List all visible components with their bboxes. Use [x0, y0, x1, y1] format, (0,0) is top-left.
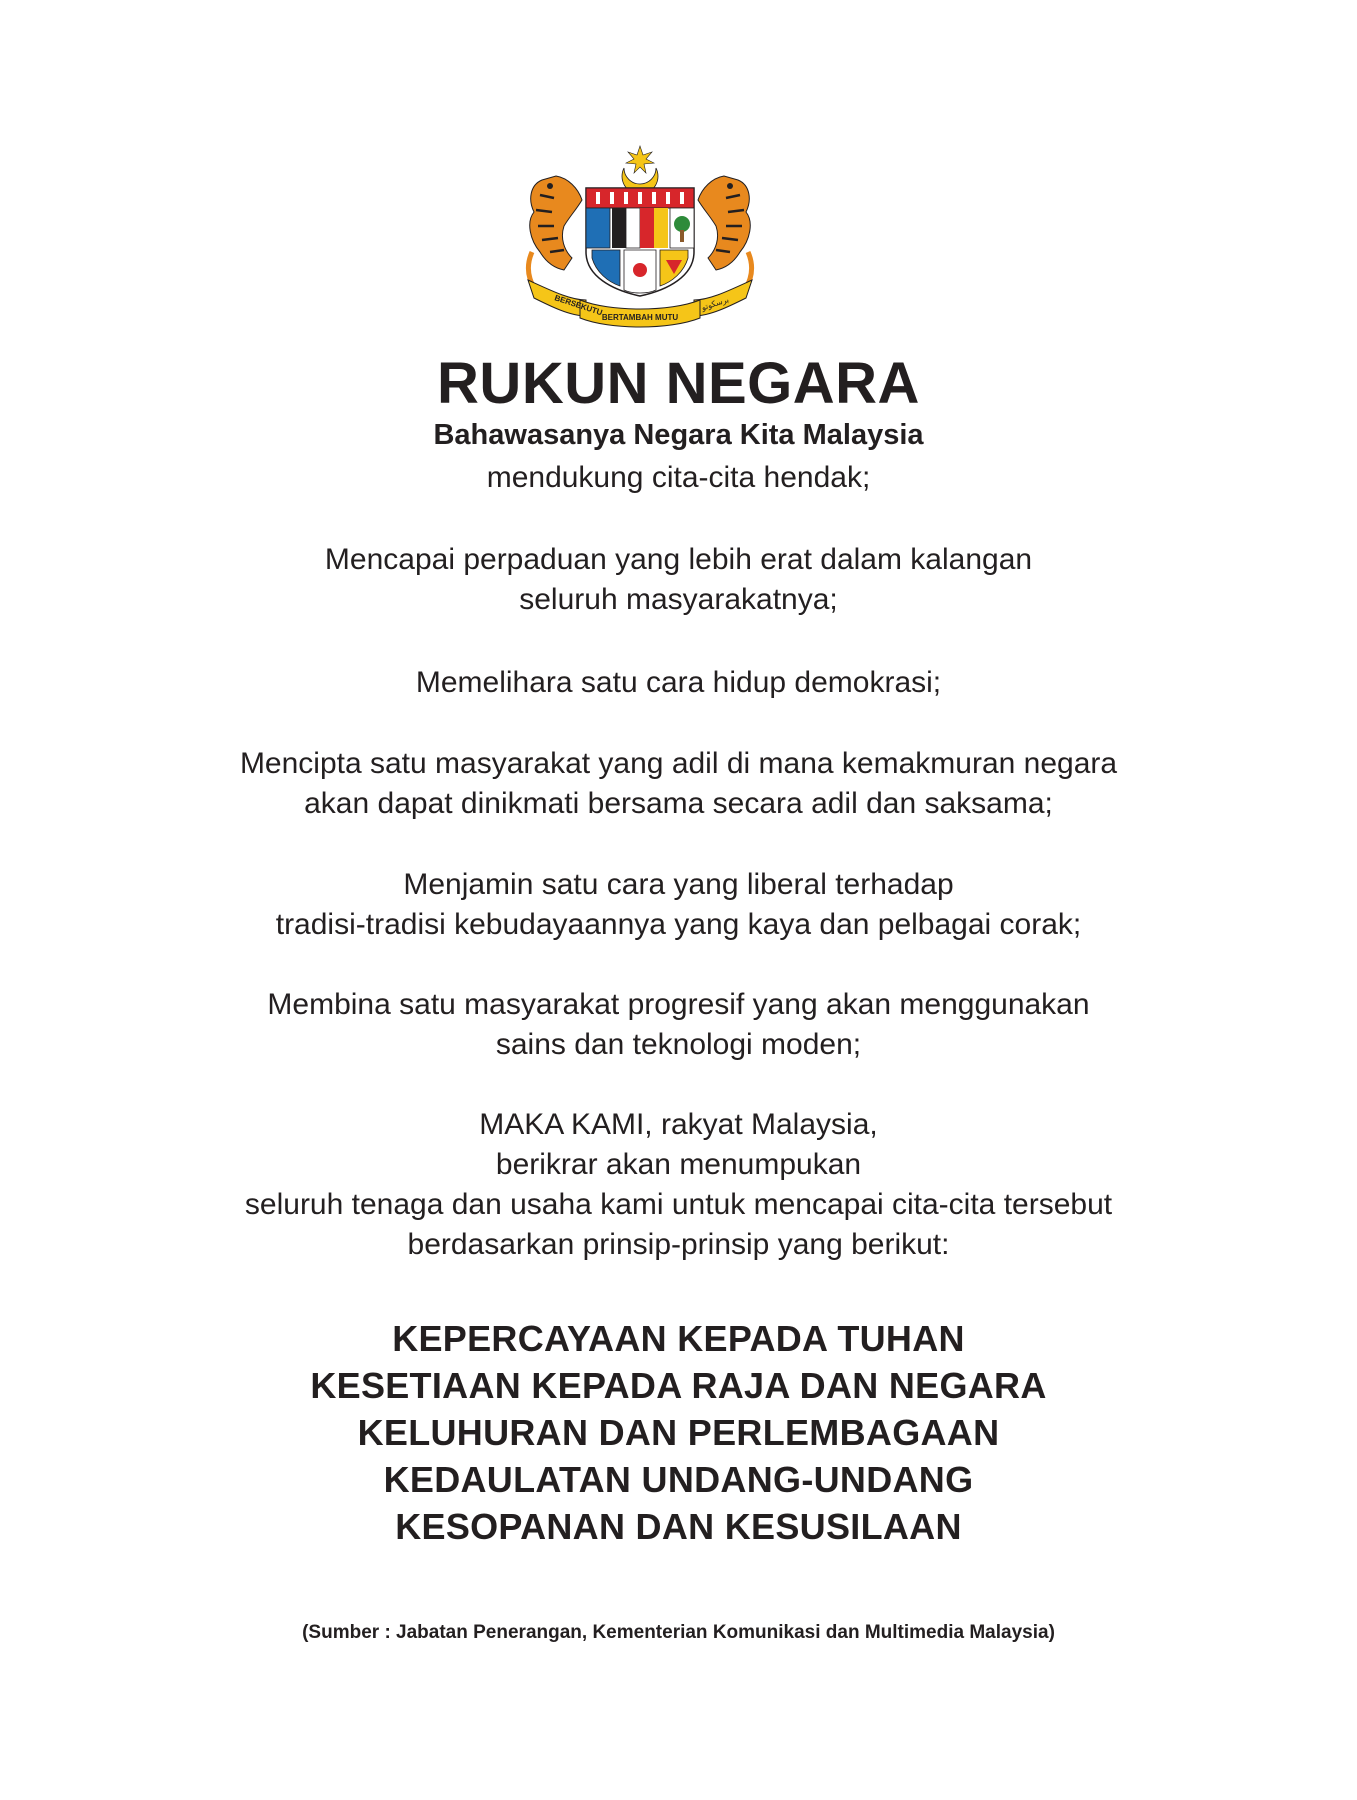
motto-right-text: برسکوتو — [700, 294, 731, 313]
left-tiger-icon — [528, 176, 582, 298]
shield-icon — [586, 188, 694, 296]
paragraph-2 — [0, 663, 1357, 703]
paragraph-line: MAKA KAMI, rakyat Malaysia, — [479, 1108, 878, 1141]
paragraph-1 — [0, 540, 1357, 620]
principle-item: KELUHURAN DAN PERLEMBAGAAN — [357, 1412, 1000, 1453]
paragraph-line: berdasarkan prinsip-prinsip yang berikut: — [407, 1228, 950, 1261]
coat-of-arms-icon — [520, 140, 760, 330]
paragraph-line: berikrar akan menumpukan — [495, 1148, 862, 1181]
principle-item: KEDAULATAN UNDANG-UNDANG — [383, 1459, 974, 1500]
motto-bottom-text: BERTAMBAH MUTU — [601, 313, 679, 322]
principle-item: KESETIAAN KEPADA RAJA DAN NEGARA — [310, 1365, 1047, 1406]
paragraph-4 — [0, 865, 1357, 945]
principle-item: KEPERCAYAAN KEPADA TUHAN — [392, 1318, 965, 1359]
paragraph-line: akan dapat dinikmati bersama secara adil dan saksama; — [304, 787, 1053, 820]
source-note: (Sumber : Jabatan Penerangan, Kementerian Komunikasi dan Multimedia Malaysia) — [302, 1622, 1055, 1643]
paragraph-line: tradisi-tradisi kebudayaannya yang kaya dan pelbagai corak; — [275, 908, 1082, 941]
paragraph-line: Mencipta satu masyarakat yang adil di mana kemakmuran negara — [239, 747, 1118, 780]
subtitle: Bahawasanya Negara Kita Malaysia — [433, 419, 924, 451]
motto-left-text: BERSEKUTU — [553, 293, 604, 318]
principles-list — [0, 1315, 1357, 1550]
paragraph-line: Memelihara satu cara hidup demokrasi; — [415, 666, 942, 699]
principle-item: KESOPANAN DAN KESUSILAAN — [395, 1506, 962, 1547]
paragraph-line: Menjamin satu cara yang liberal terhadap — [403, 868, 954, 901]
page-title: RUKUN NEGARA — [437, 351, 920, 416]
paragraph-line: Membina satu masyarakat progresif yang akan menggunakan — [267, 988, 1090, 1021]
paragraph-3 — [0, 744, 1357, 824]
right-tiger-icon — [698, 176, 752, 298]
paragraph-line: sains dan teknologi moden; — [495, 1028, 862, 1061]
paragraph-5 — [0, 985, 1357, 1065]
intro-line: mendukung cita-cita hendak; — [486, 461, 871, 494]
paragraph-6 — [0, 1105, 1357, 1265]
paragraph-line: seluruh masyarakatnya; — [519, 583, 838, 616]
paragraph-line: Mencapai perpaduan yang lebih erat dalam kalangan — [324, 543, 1033, 576]
paragraph-line: seluruh tenaga dan usaha kami untuk mencapai cita-cita tersebut — [244, 1188, 1113, 1221]
